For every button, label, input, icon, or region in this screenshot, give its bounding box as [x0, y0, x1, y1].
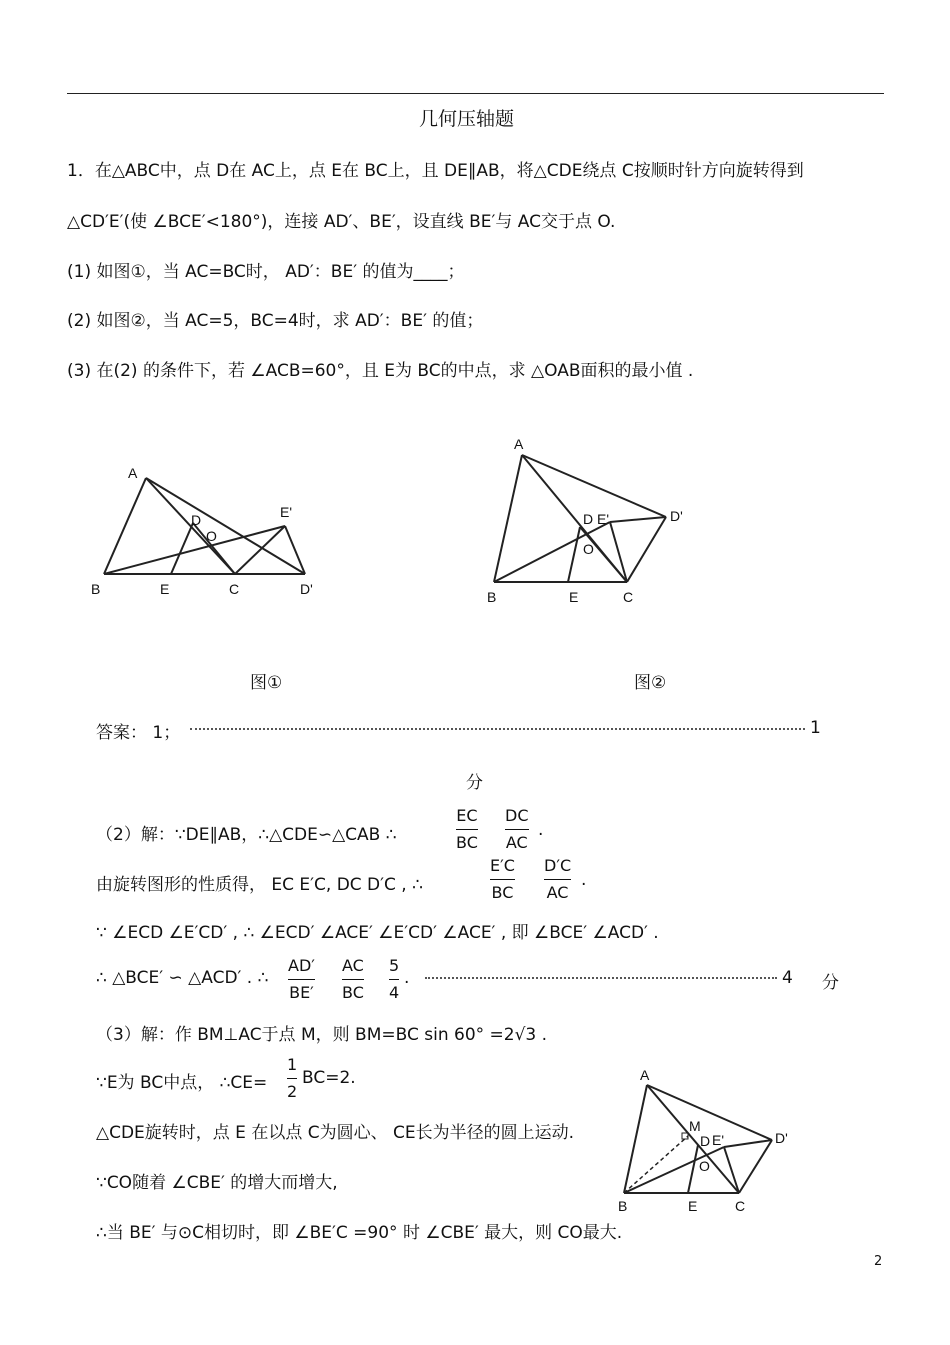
score-leader-2	[425, 977, 777, 979]
fig2-label-a: A	[514, 436, 524, 452]
fraction-ad1-be1: AD′ BE′	[288, 956, 315, 1002]
solution-3-head: 由旋转图形的性质得， EC E′C, DC D′C , ∴	[96, 875, 423, 895]
fraction-1-2: 1 2	[287, 1055, 298, 1101]
figure-1	[85, 460, 325, 605]
answer-1-score-unit: 分	[466, 773, 483, 793]
fig2-label-e: E	[569, 589, 579, 605]
fig2-label-d: D	[583, 511, 594, 527]
fig2-label-e-prime: E'	[597, 511, 610, 527]
fig3-label-o: O	[699, 1158, 710, 1174]
fig2-label-d-prime: D'	[670, 508, 683, 524]
fig1-label-o: O	[206, 528, 217, 544]
solution-7-tail: BC=2.	[302, 1068, 356, 1088]
fig1-label-c: C	[229, 581, 240, 597]
solution-9: ∵CO随着 ∠CBE′ 的增大而增大,	[96, 1173, 338, 1193]
fraction-ac-bc: AC BC	[342, 956, 364, 1002]
figure-1-caption: 图①	[250, 673, 283, 693]
fig3-label-e: E	[688, 1198, 698, 1214]
fraction-5-4: 5 4	[389, 956, 400, 1002]
fig3-label-c: C	[735, 1198, 746, 1214]
question-2: (2) 如图②，当 AC=5，BC=4时，求 AD′：BE′ 的值；	[67, 311, 484, 331]
solution-5-score: 4	[782, 968, 793, 988]
fig1-label-e-prime: E'	[280, 504, 293, 520]
solution-2-head: （2）解：∵DE∥AB，∴△CDE∽△CAB ∴	[96, 825, 397, 845]
fraction-d1c-ac: D′C AC	[544, 856, 572, 902]
fig1-label-b: B	[91, 581, 101, 597]
fig3-label-d: D	[700, 1133, 711, 1149]
solution-8: △CDE旋转时，点 E 在以点 C为圆心、 CE长为半径的圆上运动.	[96, 1123, 575, 1143]
fraction-ec-bc: EC BC	[456, 806, 478, 852]
page-title: 几何压轴题	[419, 108, 515, 130]
solution-7-head: ∵E为 BC中点， ∴CE=	[96, 1073, 268, 1093]
answer-1: 答案： 1；	[96, 723, 181, 743]
fraction-dc-ac: DC AC	[505, 806, 529, 852]
solution-2-end: .	[538, 820, 544, 840]
answer-1-score: 1	[810, 718, 821, 738]
solution-6: （3）解：作 BM⊥AC于点 M，则 BM=BC sin 60° =2√3 .	[96, 1025, 548, 1045]
fig3-label-m: M	[689, 1118, 701, 1134]
fig1-label-a: A	[128, 465, 138, 481]
fig1-label-e: E	[160, 581, 170, 597]
figure-2	[480, 430, 695, 610]
figure-2-caption: 图②	[634, 673, 667, 693]
solution-3-end: .	[581, 870, 587, 890]
page-number: 2	[874, 1254, 883, 1269]
fig1-label-d: D	[191, 512, 202, 528]
solution-5-score-unit: 分	[822, 973, 839, 993]
figure-3	[612, 1065, 797, 1220]
solution-5-end: .	[404, 968, 410, 988]
fig2-label-b: B	[487, 589, 497, 605]
fig3-label-a: A	[640, 1067, 650, 1083]
solution-5-head: ∴ △BCE′ ∽ △ACD′ . ∴	[96, 968, 269, 988]
score-leader-1	[190, 728, 805, 730]
solution-10: ∴当 BE′ 与⊙C相切时，即 ∠BE′C =90° 时 ∠CBE′ 最大，则 CO最大.	[96, 1223, 623, 1243]
solution-4: ∵ ∠ECD ∠E′CD′ , ∴ ∠ECD′ ∠ACE′ ∠E′CD′ ∠ACE′ , 即 ∠BCE′ ∠ACD′ .	[96, 923, 659, 943]
fig3-label-d-prime: D'	[775, 1130, 788, 1146]
fig3-label-e-prime: E'	[712, 1132, 725, 1148]
fig2-label-o: O	[583, 541, 594, 557]
fig1-label-d-prime: D'	[300, 581, 313, 597]
fig2-label-c: C	[623, 589, 634, 605]
fig3-label-b: B	[618, 1198, 628, 1214]
question-1: (1) 如图①，当 AC=BC时， AD′：BE′ 的值为____；	[67, 262, 465, 282]
header-rule	[67, 93, 884, 94]
problem-line-1: 1．在△ABC中，点 D在 AC上，点 E在 BC上，且 DE∥AB，将△CDE绕点 C按顺时针方向旋转得到	[67, 161, 804, 181]
problem-line-2: △CD′E′(使 ∠BCE′<180°)，连接 AD′、BE′，设直线 BE′与 AC交于点 O.	[67, 212, 616, 232]
question-3: (3) 在(2) 的条件下，若 ∠ACB=60°，且 E为 BC的中点，求 △OAB面积的最小值 .	[67, 361, 694, 381]
fraction-e1c-bc: E′C BC	[490, 856, 515, 902]
